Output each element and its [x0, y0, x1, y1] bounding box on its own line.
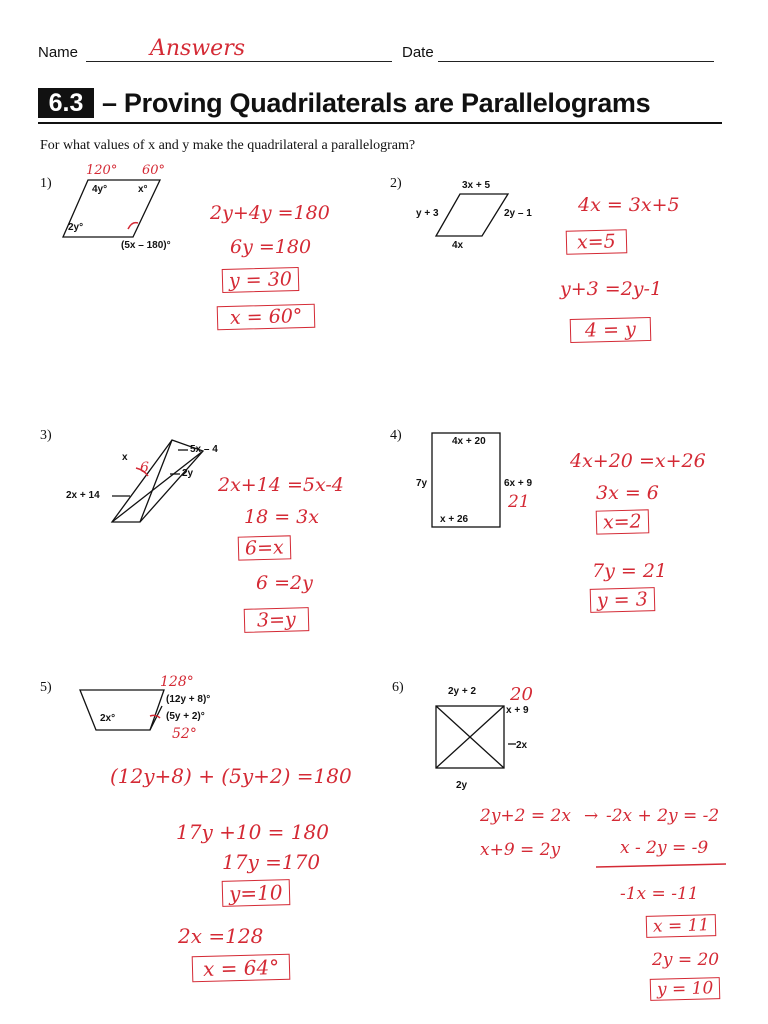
- problem-6-work-5: -1x = -11: [620, 884, 699, 904]
- problem-1-answer-x: x = 60°: [217, 304, 316, 331]
- problem-1-work-1: 2y+4y =180: [210, 202, 330, 224]
- problem-5-work-3: 17y =170: [222, 850, 321, 874]
- problem-2-answer-x: x=5: [566, 229, 627, 255]
- name-value: Answers: [150, 36, 246, 61]
- problem-5-number: 5): [40, 680, 52, 695]
- problem-5-label-2x: 2x°: [100, 713, 116, 724]
- problem-2-label-right: 2y – 1: [504, 208, 532, 219]
- problem-4-answer-y: y = 3: [590, 587, 655, 613]
- problem-6-label-top: 2y + 2: [448, 686, 477, 697]
- problem-5-work-1: (12y+8) + (5y+2) =180: [110, 764, 352, 788]
- problem-4-label-top: 4x + 20: [452, 436, 486, 447]
- problem-5-work-4: 2x =128: [178, 924, 264, 948]
- problem-4-label-bottom: x + 26: [440, 514, 469, 525]
- problem-2-work-2: y+3 =2y-1: [560, 278, 663, 300]
- problem-3-answer-y: 3=y: [244, 607, 309, 633]
- instructions: For what values of x and y make the quadrilateral a parallelogram?: [40, 138, 416, 153]
- problem-1-label-top-right: x°: [138, 184, 148, 195]
- problem-3-label-x: x: [122, 452, 128, 463]
- problem-6-label-x-9: x + 9: [506, 705, 529, 716]
- problem-2-label-bottom: 4x: [452, 240, 464, 251]
- problem-3-annotation-6: 6: [140, 460, 149, 476]
- problem-5-answer-y: y=10: [222, 879, 290, 907]
- problem-5-answer-x: x = 64°: [192, 954, 291, 983]
- problem-5-work-2: 17y +10 = 180: [176, 820, 329, 844]
- problem-1-label-bottom-left: 2y°: [68, 222, 84, 233]
- problem-6-work-6: 2y = 20: [652, 950, 720, 970]
- title-text: – Proving Quadrilaterals are Parallelograms: [102, 88, 651, 118]
- problem-6-work-3: x+9 = 2y: [480, 840, 561, 860]
- problem-2-number: 2): [390, 176, 402, 191]
- problem-2-work-1: 4x = 3x+5: [578, 194, 680, 216]
- problem-3-answer-x: 6=x: [238, 535, 291, 560]
- date-label: Date: [402, 44, 434, 61]
- problem-1-annotation-120: 120°: [86, 163, 118, 178]
- problem-4-label-right: 6x + 9: [504, 478, 533, 489]
- problem-1-number: 1): [40, 176, 52, 191]
- problem-2-label-left: y + 3: [416, 208, 439, 219]
- problem-6-label-2y: 2y: [456, 780, 468, 791]
- problem-5-label-12y-8: (12y + 8)°: [166, 694, 211, 705]
- problem-1-label-top-left: 4y°: [92, 184, 108, 195]
- problem-3-work-2: 18 = 3x: [244, 506, 319, 528]
- problem-3-work-3: 6 =2y: [256, 572, 313, 594]
- problem-4-label-left: 7y: [416, 478, 428, 489]
- problem-3-label-2x-14: 2x + 14: [66, 490, 100, 501]
- problem-3-label-5x-4: 5x – 4: [190, 444, 218, 455]
- problem-6-work-2: -2x + 2y = -2: [606, 806, 720, 826]
- problem-2-answer-y: 4 = y: [570, 317, 651, 343]
- problem-6-answer-y: y = 10: [650, 977, 721, 1001]
- problem-3-number: 3): [40, 428, 52, 443]
- problem-4-number: 4): [390, 428, 402, 443]
- problem-4-answer-x: x=2: [596, 509, 649, 534]
- problem-6-work-1: 2y+2 = 2x: [480, 806, 571, 826]
- problem-6-annotation-20: 20: [510, 684, 533, 705]
- problem-6-answer-x: x = 11: [646, 914, 717, 938]
- name-label: Name: [38, 44, 79, 61]
- problem-4-annotation-21: 21: [508, 492, 530, 512]
- problem-6-work-4: x - 2y = -9: [620, 838, 709, 858]
- problem-4-work-3: 7y = 21: [592, 560, 667, 582]
- problem-6-number: 6): [392, 680, 404, 695]
- problem-1-label-bottom-right: (5x – 180)°: [121, 240, 171, 251]
- problem-4-work-1: 4x+20 =x+26: [570, 450, 706, 472]
- section-number: 6.3: [38, 88, 94, 118]
- problem-4-work-2: 3x = 6: [596, 482, 659, 504]
- problem-6-label-2x: 2x: [516, 740, 528, 751]
- problem-5-label-5y-2: (5y + 2)°: [166, 711, 205, 722]
- problem-1-answer-y: y = 30: [222, 267, 300, 293]
- problem-2-label-top: 3x + 5: [462, 180, 491, 191]
- problem-6-arrow: →: [584, 806, 599, 826]
- problem-3-label-2y: 2y: [182, 468, 194, 479]
- problem-5-annotation-128: 128°: [160, 674, 194, 690]
- problem-1-annotation-60: 60°: [142, 163, 166, 178]
- problem-1-work-2: 6y =180: [230, 236, 312, 258]
- problem-3-work-1: 2x+14 =5x-4: [218, 474, 344, 496]
- problem-5-annotation-52: 52°: [172, 726, 197, 742]
